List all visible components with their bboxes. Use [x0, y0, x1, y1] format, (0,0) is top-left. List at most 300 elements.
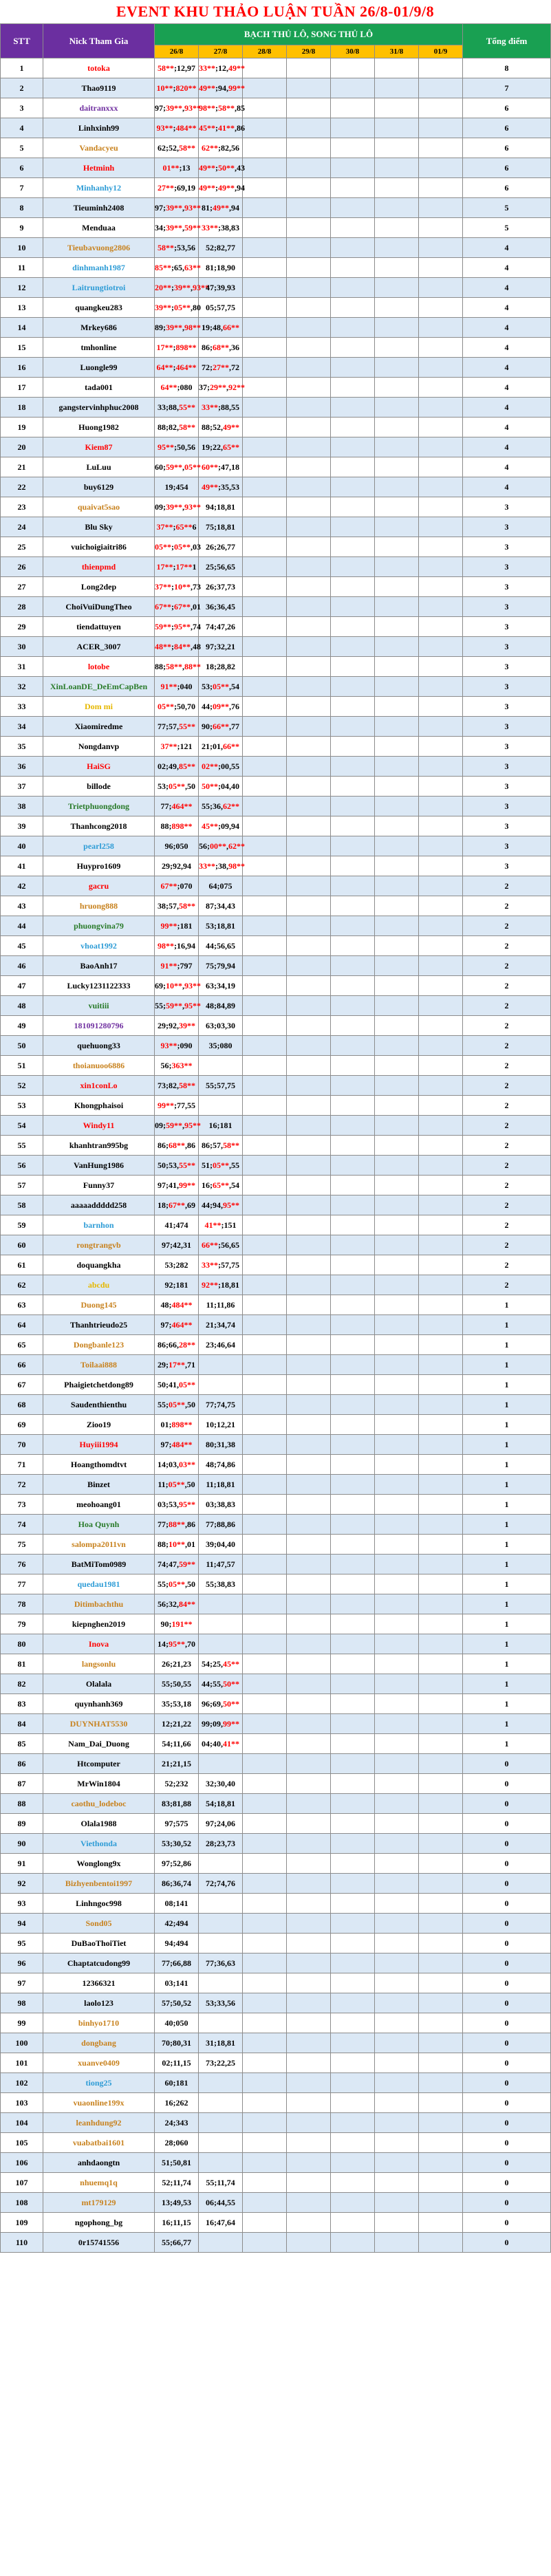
row-day-3: [243, 1056, 287, 1076]
row-total: 0: [463, 1874, 551, 1894]
row-day-4: [287, 1694, 331, 1714]
table-row: [1, 836, 551, 856]
row-nick: khanhtran995bg: [43, 1136, 155, 1156]
row-day-6: [375, 836, 419, 856]
row-day-3: [243, 158, 287, 178]
row-day-3: [243, 1195, 287, 1215]
row-day-3: [243, 537, 287, 557]
table-row: [1, 537, 551, 557]
row-day-6: [375, 637, 419, 657]
table-row: [1, 1136, 551, 1156]
row-day-1: 28;060: [155, 2133, 199, 2153]
table-row: [1, 2073, 551, 2093]
row-day-3: [243, 597, 287, 617]
row-nick: Windy11: [43, 1116, 155, 1136]
row-day-1: 97;484**: [155, 1435, 199, 1455]
row-day-7: [419, 1515, 463, 1535]
row-day-4: [287, 1953, 331, 1973]
row-day-4: [287, 876, 331, 896]
row-day-4: [287, 717, 331, 737]
row-nick: Saudenthienthu: [43, 1395, 155, 1415]
row-total: 0: [463, 2153, 551, 2173]
table-row: [1, 996, 551, 1016]
row-day-6: [375, 2133, 419, 2153]
row-stt: 79: [1, 1614, 43, 1634]
table-row: [1, 358, 551, 378]
row-stt: 104: [1, 2113, 43, 2133]
row-day-2: 80;31,38: [199, 1435, 243, 1455]
row-stt: 85: [1, 1734, 43, 1754]
row-day-6: [375, 617, 419, 637]
row-day-1: 99**;77,55: [155, 1096, 199, 1116]
row-day-4: [287, 1036, 331, 1056]
row-total: 3: [463, 757, 551, 777]
row-nick: Ditimbachthu: [43, 1594, 155, 1614]
row-stt: 6: [1, 158, 43, 178]
table-row: [1, 1874, 551, 1894]
row-day-2: 55;57,75: [199, 1076, 243, 1096]
row-day-6: [375, 1455, 419, 1475]
row-stt: 88: [1, 1794, 43, 1814]
row-total: 1: [463, 1574, 551, 1594]
row-day-2: [199, 1594, 243, 1614]
row-day-2: 86;68**,36: [199, 338, 243, 358]
row-stt: 93: [1, 1894, 43, 1914]
row-day-4: [287, 737, 331, 757]
row-day-5: [331, 238, 375, 258]
row-total: 2: [463, 1275, 551, 1295]
row-total: 3: [463, 737, 551, 757]
row-day-2: 45**;41**,86: [199, 118, 243, 138]
row-day-6: [375, 2113, 419, 2133]
row-day-6: [375, 118, 419, 138]
row-stt: 94: [1, 1914, 43, 1934]
row-total: 2: [463, 976, 551, 996]
row-day-7: [419, 797, 463, 816]
row-day-5: [331, 298, 375, 318]
row-day-7: [419, 218, 463, 238]
row-total: 3: [463, 717, 551, 737]
row-day-4: [287, 2013, 331, 2033]
row-stt: 1: [1, 58, 43, 78]
row-stt: 43: [1, 896, 43, 916]
table-row: [1, 338, 551, 358]
row-day-3: [243, 1136, 287, 1156]
row-day-5: [331, 1395, 375, 1415]
row-day-5: [331, 577, 375, 597]
row-day-6: [375, 2073, 419, 2093]
row-day-7: [419, 2193, 463, 2213]
row-day-7: [419, 1435, 463, 1455]
row-stt: 68: [1, 1395, 43, 1415]
row-day-4: [287, 1834, 331, 1854]
row-day-1: 01;898**: [155, 1415, 199, 1435]
row-total: 2: [463, 1056, 551, 1076]
row-stt: 103: [1, 2093, 43, 2113]
row-day-4: [287, 278, 331, 298]
row-nick: langsonlu: [43, 1654, 155, 1674]
row-day-7: [419, 1574, 463, 1594]
row-stt: 21: [1, 457, 43, 477]
row-day-2: 32;30,40: [199, 1774, 243, 1794]
row-stt: 45: [1, 936, 43, 956]
row-stt: 72: [1, 1475, 43, 1495]
row-day-5: [331, 2133, 375, 2153]
row-day-2: 54;18,81: [199, 1794, 243, 1814]
row-nick: Lucky1231122333: [43, 976, 155, 996]
row-nick: barnhon: [43, 1215, 155, 1235]
row-total: 1: [463, 1335, 551, 1355]
row-nick: Long2dep: [43, 577, 155, 597]
row-day-2: 11;18,81: [199, 1475, 243, 1495]
row-day-7: [419, 2233, 463, 2253]
row-nick: quynhanh369: [43, 1694, 155, 1714]
row-nick: doquangkha: [43, 1255, 155, 1275]
row-day-7: [419, 896, 463, 916]
row-day-6: [375, 996, 419, 1016]
row-total: 0: [463, 1973, 551, 1993]
row-day-3: [243, 677, 287, 697]
row-day-6: [375, 437, 419, 457]
table-row: [1, 2113, 551, 2133]
row-day-5: [331, 1116, 375, 1136]
row-day-1: 14;03,03**: [155, 1455, 199, 1475]
row-day-4: [287, 258, 331, 278]
row-nick: Linhngoc998: [43, 1894, 155, 1914]
row-day-2: 52;82,77: [199, 238, 243, 258]
row-day-7: [419, 976, 463, 996]
row-day-5: [331, 1275, 375, 1295]
row-day-1: 88;58**,88**: [155, 657, 199, 677]
row-day-5: [331, 2173, 375, 2193]
row-total: 2: [463, 1096, 551, 1116]
row-total: 6: [463, 158, 551, 178]
row-day-7: [419, 138, 463, 158]
row-day-5: [331, 1774, 375, 1794]
row-total: 0: [463, 2133, 551, 2153]
row-stt: 110: [1, 2233, 43, 2253]
row-day-1: 77;464**: [155, 797, 199, 816]
row-day-3: [243, 1574, 287, 1594]
row-day-4: [287, 1914, 331, 1934]
row-stt: 67: [1, 1375, 43, 1395]
table-row: [1, 1016, 551, 1036]
row-day-3: [243, 2113, 287, 2133]
table-row: [1, 1395, 551, 1415]
row-day-2: 99;09,99**: [199, 1714, 243, 1734]
row-nick: tmhonline: [43, 338, 155, 358]
row-day-7: [419, 996, 463, 1016]
row-total: 6: [463, 98, 551, 118]
row-day-3: [243, 398, 287, 418]
header-day: 30/8: [331, 45, 375, 58]
row-day-2: [199, 1634, 243, 1654]
row-day-4: [287, 198, 331, 218]
row-total: 2: [463, 936, 551, 956]
row-day-2: 44;94,95**: [199, 1195, 243, 1215]
row-day-7: [419, 1834, 463, 1854]
row-day-7: [419, 418, 463, 437]
row-nick: Kiem87: [43, 437, 155, 457]
header-day: 29/8: [287, 45, 331, 58]
table-row: [1, 158, 551, 178]
row-stt: 91: [1, 1854, 43, 1874]
row-nick: Viethonda: [43, 1834, 155, 1854]
row-day-4: [287, 298, 331, 318]
row-day-7: [419, 697, 463, 717]
row-day-1: 05**;50,70: [155, 697, 199, 717]
row-day-6: [375, 1096, 419, 1116]
row-day-1: 88;82,58**: [155, 418, 199, 437]
row-day-4: [287, 1415, 331, 1435]
row-nick: vuichoigiaitri86: [43, 537, 155, 557]
row-day-2: 63;34,19: [199, 976, 243, 996]
table-row: [1, 1654, 551, 1674]
row-total: 0: [463, 1754, 551, 1774]
row-day-2: 48;74,86: [199, 1455, 243, 1475]
row-day-7: [419, 1914, 463, 1934]
row-day-5: [331, 477, 375, 497]
row-day-6: [375, 1195, 419, 1215]
row-day-5: [331, 876, 375, 896]
row-day-7: [419, 737, 463, 757]
row-total: 2: [463, 1235, 551, 1255]
row-day-2: 97;32,21: [199, 637, 243, 657]
row-day-4: [287, 976, 331, 996]
row-stt: 36: [1, 757, 43, 777]
row-day-4: [287, 1136, 331, 1156]
row-total: 0: [463, 1834, 551, 1854]
row-day-7: [419, 617, 463, 637]
row-day-3: [243, 1495, 287, 1515]
row-day-5: [331, 258, 375, 278]
row-day-4: [287, 398, 331, 418]
row-day-5: [331, 1734, 375, 1754]
row-day-2: 49**;35,53: [199, 477, 243, 497]
table-row: [1, 517, 551, 537]
row-day-2: [199, 2113, 243, 2133]
row-day-5: [331, 537, 375, 557]
table-row: [1, 1375, 551, 1395]
row-day-4: [287, 1894, 331, 1914]
row-day-5: [331, 1814, 375, 1834]
row-total: 1: [463, 1435, 551, 1455]
row-day-7: [419, 2033, 463, 2053]
row-total: 0: [463, 2233, 551, 2253]
row-day-4: [287, 58, 331, 78]
table-row: [1, 717, 551, 737]
row-day-4: [287, 1594, 331, 1614]
row-nick: vuaonline199x: [43, 2093, 155, 2113]
row-day-3: [243, 1814, 287, 1834]
row-day-4: [287, 238, 331, 258]
row-day-1: 51;50,81: [155, 2153, 199, 2173]
row-day-1: 54;11,66: [155, 1734, 199, 1754]
row-day-7: [419, 1993, 463, 2013]
table-row: [1, 557, 551, 577]
row-nick: aaaaaddddd258: [43, 1195, 155, 1215]
row-stt: 17: [1, 378, 43, 398]
row-day-1: 94;494: [155, 1934, 199, 1953]
row-day-6: [375, 1255, 419, 1275]
row-day-1: 57;50,52: [155, 1993, 199, 2013]
row-day-3: [243, 218, 287, 238]
row-stt: 23: [1, 497, 43, 517]
row-day-6: [375, 1415, 419, 1435]
row-total: 2: [463, 1156, 551, 1176]
row-day-5: [331, 916, 375, 936]
table-row: [1, 1355, 551, 1375]
row-day-5: [331, 1854, 375, 1874]
row-day-4: [287, 218, 331, 238]
row-nick: Zioo19: [43, 1415, 155, 1435]
row-nick: XinLoanDE_DeEmCapBen: [43, 677, 155, 697]
row-nick: phuongvina79: [43, 916, 155, 936]
row-day-5: [331, 1874, 375, 1894]
row-nick: mt179129: [43, 2193, 155, 2213]
row-day-3: [243, 298, 287, 318]
row-day-4: [287, 1315, 331, 1335]
row-stt: 78: [1, 1594, 43, 1614]
row-total: 1: [463, 1295, 551, 1315]
row-day-2: 10;12,21: [199, 1415, 243, 1435]
row-total: 3: [463, 777, 551, 797]
row-day-5: [331, 338, 375, 358]
row-day-7: [419, 1535, 463, 1555]
row-nick: vuabatbai1601: [43, 2133, 155, 2153]
row-day-3: [243, 198, 287, 218]
row-day-6: [375, 1814, 419, 1834]
row-day-5: [331, 677, 375, 697]
row-day-3: [243, 437, 287, 457]
row-day-6: [375, 2033, 419, 2053]
row-day-7: [419, 1275, 463, 1295]
row-nick: thoianuoo6886: [43, 1056, 155, 1076]
row-day-3: [243, 418, 287, 437]
row-day-4: [287, 2233, 331, 2253]
row-day-5: [331, 1993, 375, 2013]
table-row: [1, 757, 551, 777]
row-day-5: [331, 1794, 375, 1814]
row-day-1: 77;66,88: [155, 1953, 199, 1973]
row-day-7: [419, 1814, 463, 1834]
row-total: 3: [463, 597, 551, 617]
row-day-3: [243, 2193, 287, 2213]
row-total: 1: [463, 1375, 551, 1395]
row-day-5: [331, 1953, 375, 1973]
row-day-1: 19;454: [155, 477, 199, 497]
row-day-1: 09;39**,93**: [155, 497, 199, 517]
row-stt: 97: [1, 1973, 43, 1993]
row-total: 2: [463, 1076, 551, 1096]
row-day-4: [287, 797, 331, 816]
row-stt: 19: [1, 418, 43, 437]
row-day-5: [331, 497, 375, 517]
header-stt: STT: [1, 24, 43, 58]
table-row: [1, 797, 551, 816]
row-day-6: [375, 1654, 419, 1674]
row-day-2: 64;075: [199, 876, 243, 896]
row-nick: 0r15741556: [43, 2233, 155, 2253]
row-day-2: 21;34,74: [199, 1315, 243, 1335]
row-total: 0: [463, 2113, 551, 2133]
row-day-5: [331, 1056, 375, 1076]
row-nick: BaoAnh17: [43, 956, 155, 976]
table-row: [1, 278, 551, 298]
row-day-2: 04;40,41**: [199, 1734, 243, 1754]
row-day-2: 19;22,65**: [199, 437, 243, 457]
row-day-3: [243, 1754, 287, 1774]
row-nick: xuanve0409: [43, 2053, 155, 2073]
row-stt: 98: [1, 1993, 43, 2013]
row-nick: quangkeu283: [43, 298, 155, 318]
row-day-5: [331, 1614, 375, 1634]
row-day-6: [375, 1016, 419, 1036]
row-day-6: [375, 2213, 419, 2233]
row-day-6: [375, 1834, 419, 1854]
row-day-2: 33**;38,98**: [199, 856, 243, 876]
row-nick: Linhxinh99: [43, 118, 155, 138]
row-day-7: [419, 1973, 463, 1993]
row-day-6: [375, 418, 419, 437]
row-day-6: [375, 1874, 419, 1894]
table-row: [1, 597, 551, 617]
row-day-4: [287, 1255, 331, 1275]
row-total: 3: [463, 677, 551, 697]
row-nick: Inova: [43, 1634, 155, 1654]
row-day-6: [375, 2053, 419, 2073]
row-day-6: [375, 1535, 419, 1555]
row-day-3: [243, 2093, 287, 2113]
row-day-1: 52;232: [155, 1774, 199, 1794]
row-day-5: [331, 717, 375, 737]
row-day-3: [243, 1973, 287, 1993]
row-day-3: [243, 1834, 287, 1854]
row-day-4: [287, 1993, 331, 2013]
table-row: [1, 1455, 551, 1475]
row-day-5: [331, 1375, 375, 1395]
row-day-7: [419, 836, 463, 856]
row-day-5: [331, 1654, 375, 1674]
row-total: 1: [463, 1614, 551, 1634]
header-day: 01/9: [419, 45, 463, 58]
row-day-6: [375, 477, 419, 497]
row-day-7: [419, 637, 463, 657]
row-day-1: 70;80,31: [155, 2033, 199, 2053]
row-day-5: [331, 1934, 375, 1953]
row-day-6: [375, 1614, 419, 1634]
row-day-1: 89;39**,98**: [155, 318, 199, 338]
row-day-3: [243, 1535, 287, 1555]
row-day-2: [199, 2013, 243, 2033]
row-day-5: [331, 1495, 375, 1515]
row-day-1: 77;88**,86: [155, 1515, 199, 1535]
row-nick: Duong145: [43, 1295, 155, 1315]
row-day-6: [375, 1953, 419, 1973]
row-day-3: [243, 757, 287, 777]
row-day-2: 49**;94,99**: [199, 78, 243, 98]
table-row: [1, 2213, 551, 2233]
row-day-3: [243, 876, 287, 896]
row-stt: 59: [1, 1215, 43, 1235]
row-nick: tada001: [43, 378, 155, 398]
row-day-4: [287, 1335, 331, 1355]
row-day-6: [375, 1794, 419, 1814]
row-day-4: [287, 1235, 331, 1255]
row-day-6: [375, 1894, 419, 1914]
table-row: [1, 1116, 551, 1136]
row-day-5: [331, 1754, 375, 1774]
